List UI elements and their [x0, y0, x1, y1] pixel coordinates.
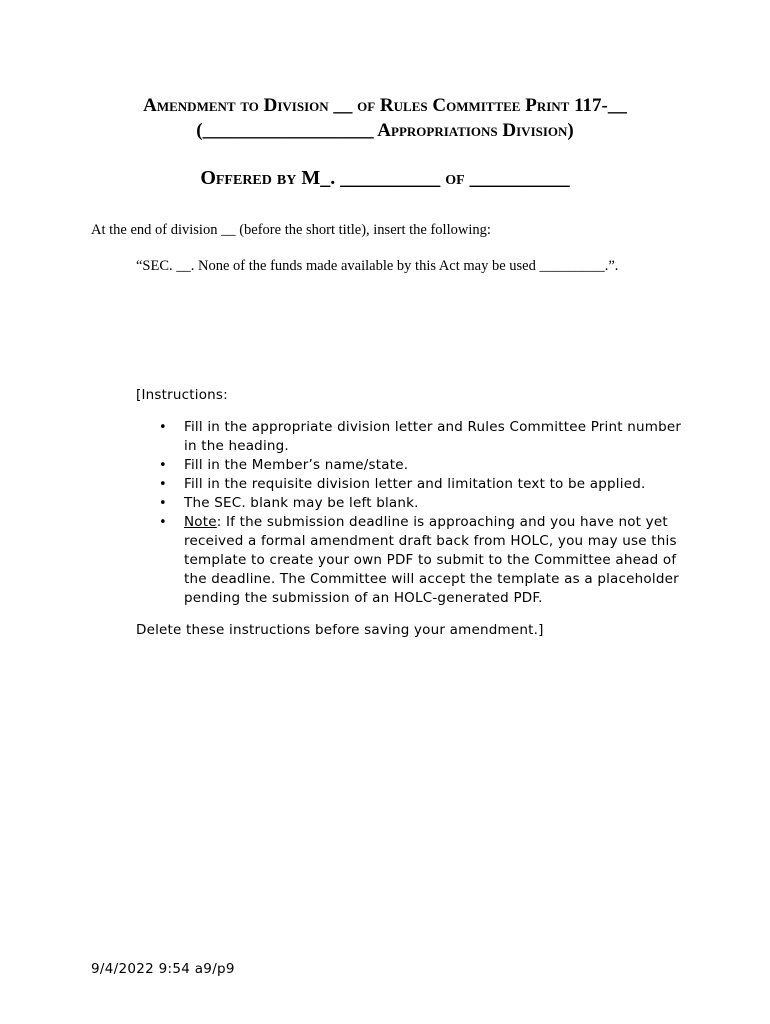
instruction-text: Fill in the appropriate division letter and Rules Committee Print number in the heading. — [184, 419, 682, 454]
amendment-title: Amendment to Division __ of Rules Committee Print 117-__ — [143, 95, 627, 116]
offered-by-line: Offered by M_. __________ of __________ — [200, 167, 570, 189]
bullet-icon: • — [159, 496, 167, 511]
instructions-list — [136, 418, 696, 608]
bullet-icon: • — [159, 477, 167, 492]
instruction-item — [136, 475, 696, 494]
instruction-item — [136, 418, 696, 456]
section-text: “SEC. __. None of the funds made available by this Act may be used _________.”. — [136, 258, 619, 274]
instruction-text: Fill in the requisite division letter and limitation text to be applied. — [184, 476, 646, 492]
note-label: Note — [184, 514, 217, 530]
instruction-text: : If the submission deadline is approaching and you have not yet received a formal amendment draft back from HOLC, you may use this template to create your own PDF to submit to the Committee ahead of the deadline. The Committee will accept the template as a placeholder pending the submission of an HOLC-generated PDF. — [184, 514, 679, 606]
instruction-item — [136, 456, 696, 475]
footer-timestamp: 9/4/2022 9:54 a9/p9 — [91, 961, 235, 977]
insert-instruction: At the end of division __ (before the short title), insert the following: — [91, 222, 491, 238]
instruction-text: The SEC. blank may be left blank. — [184, 495, 419, 511]
bullet-icon: • — [159, 458, 167, 473]
bullet-icon: • — [159, 515, 167, 530]
instruction-item — [136, 494, 696, 513]
instruction-text: Fill in the Member’s name/state. — [184, 457, 409, 473]
appropriations-division-subtitle: (__________________ Appropriations Division) — [196, 120, 574, 141]
instruction-item — [136, 513, 696, 608]
bullet-icon: • — [159, 420, 167, 435]
instructions-closing: Delete these instructions before saving your amendment.] — [136, 622, 544, 638]
instructions-heading: [Instructions: — [136, 387, 228, 403]
